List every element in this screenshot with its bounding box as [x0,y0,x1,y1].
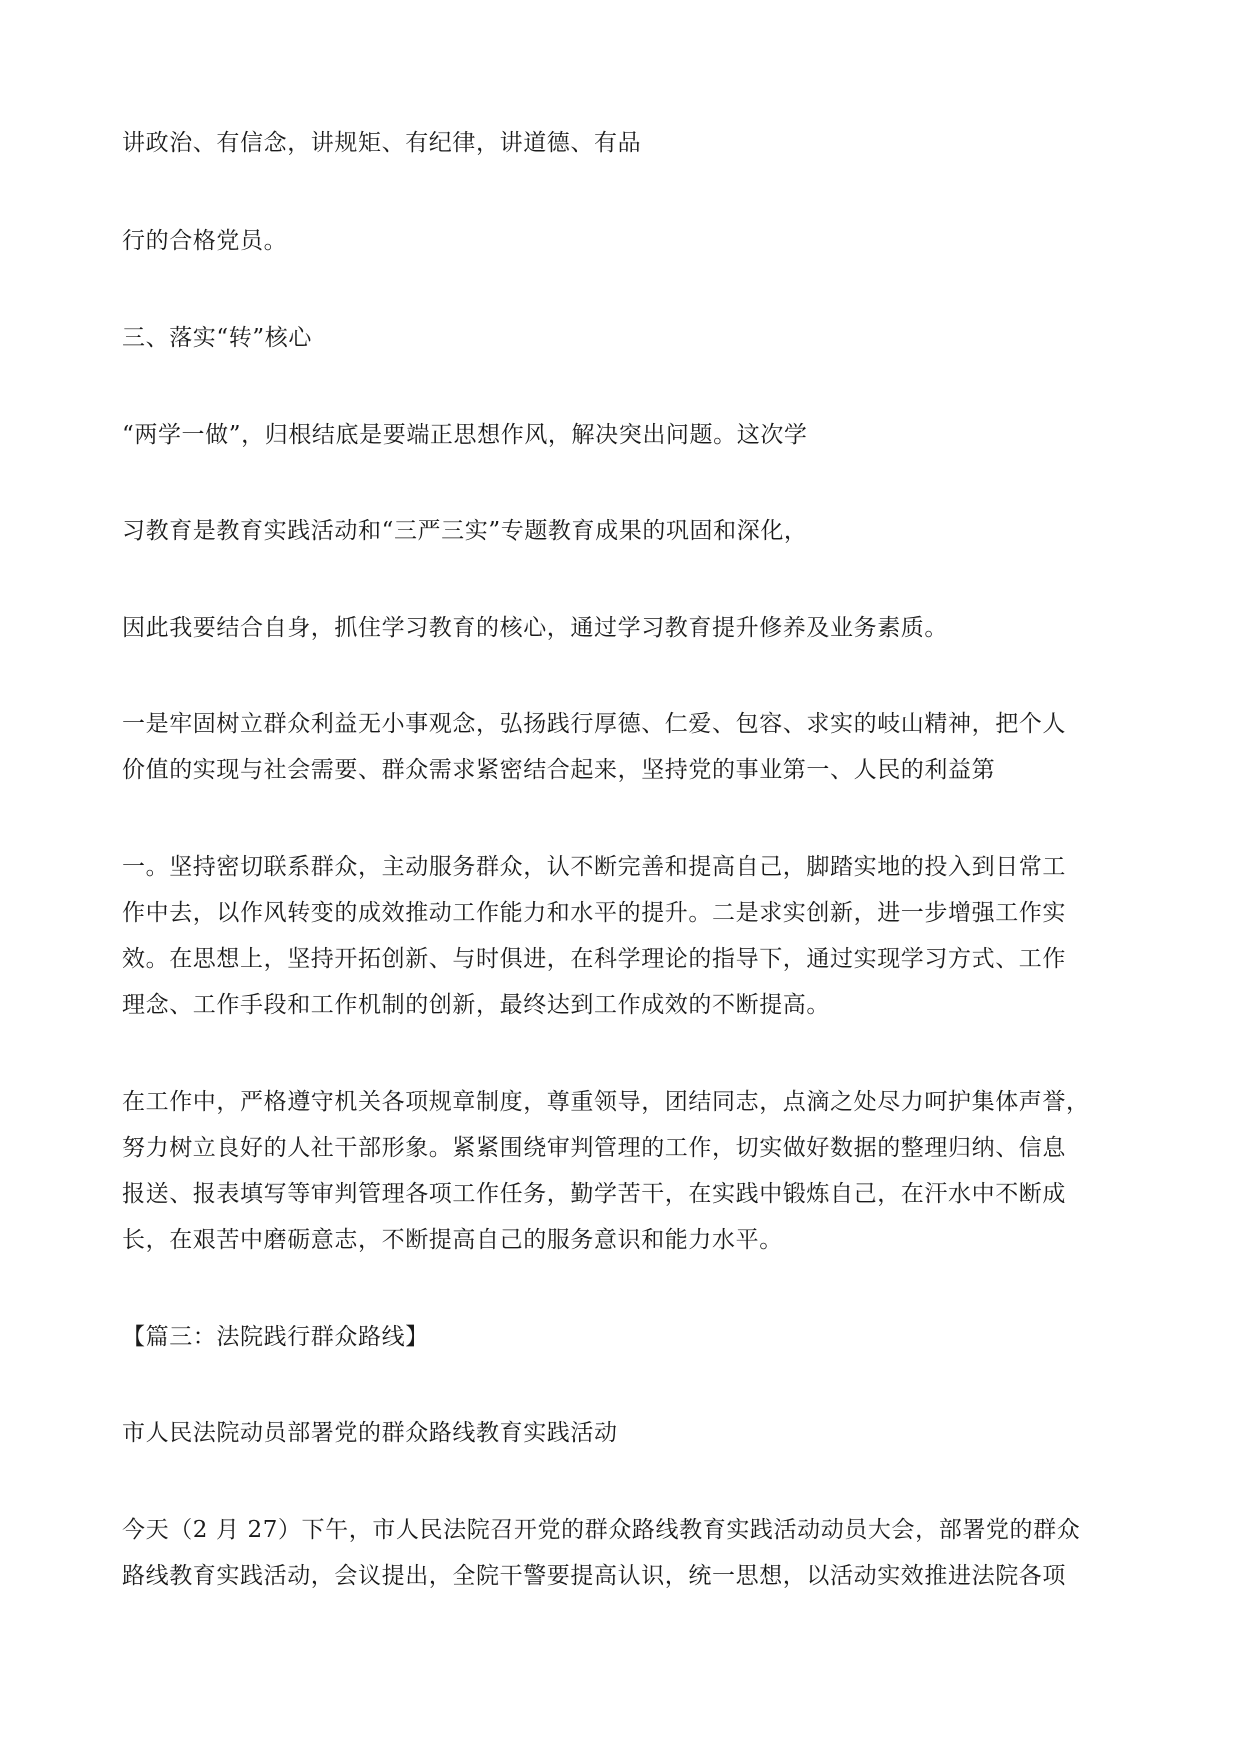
article-title: 市人民法院动员部署党的群众路线教育实践活动 [122,1420,618,1446]
text-line: 在工作中，严格遵守机关各项规章制度，尊重领导，团结同志，点滴之处尽力呵护集体声誉， [122,1089,1090,1115]
text-line: 报送、报表填写等审判管理各项工作任务，勤学苦干，在实践中锻炼自己，在汗水中不断成 [122,1181,1066,1207]
text-line: 努力树立良好的人社干部形象。紧紧围绕审判管理的工作，切实做好数据的整理归纳、信息 [122,1135,1066,1161]
text-line: 讲政治、有信念，讲规矩、有纪律，讲道德、有品 [122,130,642,156]
text-line: 一。坚持密切联系群众，主动服务群众，认不断完善和提高自己，脚踏实地的投入到日常工 [122,854,1066,880]
text-line: 长，在艰苦中磨砺意志，不断提高自己的服务意识和能力水平。 [122,1227,783,1253]
text-line: 路线教育实践活动，会议提出，全院干警要提高认识，统一思想，以活动实效推进法院各项 [122,1563,1066,1589]
text-line: 习教育是教育实践活动和“三严三实”专题教育成果的巩固和深化， [122,518,808,544]
text-line: 理念、工作手段和工作机制的创新，最终达到工作成效的不断提高。 [122,992,830,1018]
text-line: 效。在思想上，坚持开拓创新、与时俱进，在科学理论的指导下，通过实现学习方式、工作 [122,946,1066,972]
text-line: 价值的实现与社会需要、群众需求紧密结合起来，坚持党的事业第一、人民的利益第 [122,757,996,783]
section-heading: 三、落实“转”核心 [122,325,312,351]
text-line: 行的合格党员。 [122,228,288,254]
text-line: 一是牢固树立群众利益无小事观念，弘扬践行厚德、仁爱、包容、求实的岐山精神，把个人 [122,711,1066,737]
text-line: 因此我要结合自身，抓住学习教育的核心，通过学习教育提升修养及业务素质。 [122,615,948,641]
text-line: 今天（2 月 27）下午，市人民法院召开党的群众路线教育实践活动动员大会，部署党的群众 [122,1517,1081,1543]
section-heading: 【篇三：法院践行群众路线】 [122,1324,429,1350]
text-line: “两学一做”，归根结底是要端正思想作风，解决突出问题。这次学 [122,422,808,448]
text-line: 作中去，以作风转变的成效推动工作能力和水平的提升。二是求实创新，进一步增强工作实 [122,900,1066,926]
